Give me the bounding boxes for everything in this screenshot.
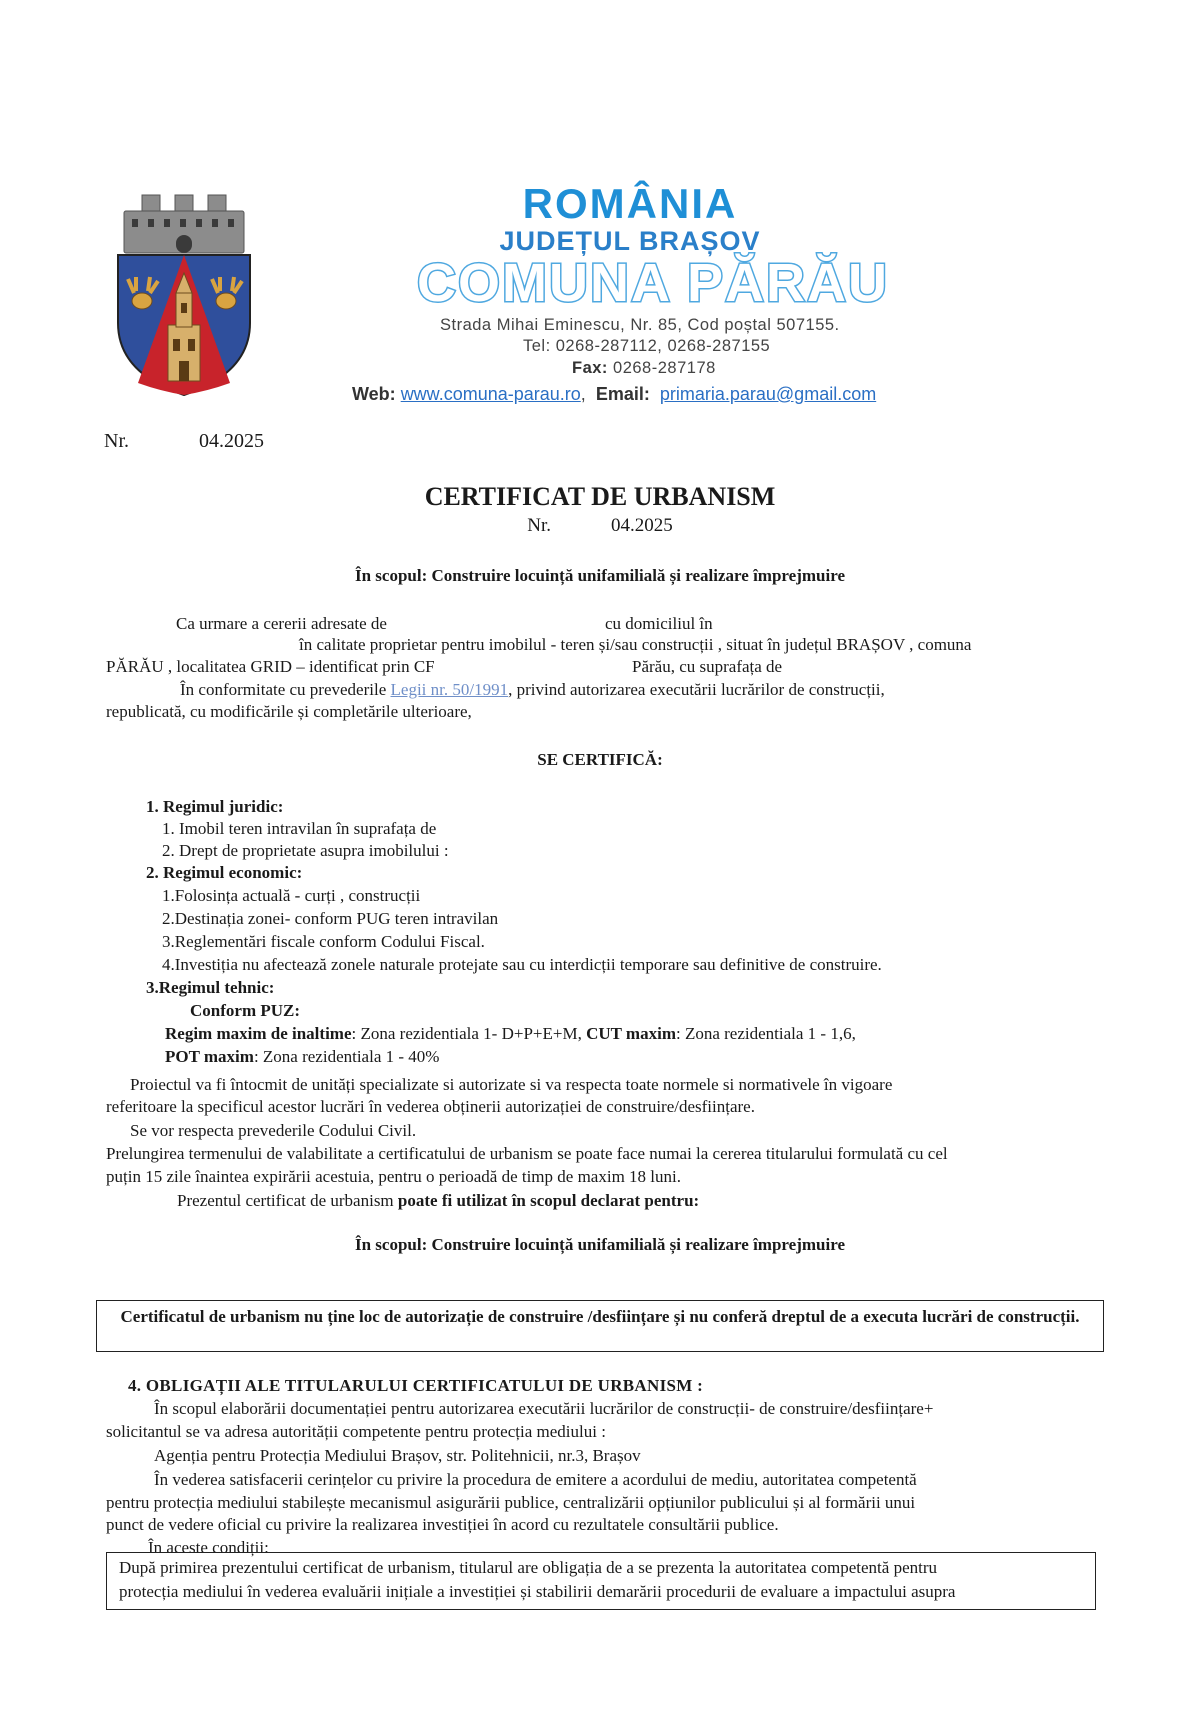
intro-line-4b: , privind autorizarea executării lucrărilor de construcții,	[508, 680, 885, 699]
certificate-title: CERTIFICAT DE URBANISM	[424, 482, 776, 511]
regim-juridic-title: 1. Regimul juridic:	[146, 797, 284, 816]
registration-label: Nr.	[104, 430, 129, 452]
environment-notice-line-1: După primirea prezentului certificat de urbanism, titularul are obligația de a se prezenta la autoritatea competentă pentru	[119, 1558, 937, 1577]
obligations-line-1a: În scopul elaborării documentației pentru autorizarea executării lucrărilor de construcții- de construire/desființare+	[154, 1399, 934, 1418]
body-paragraph-1a: Proiectul va fi întocmit de unități specializate si autorizate si va respecta toate normele si normativele în vigoare	[130, 1075, 893, 1094]
body-paragraph-4a: Prezentul certificat de urbanism	[177, 1191, 394, 1210]
pot-label: POT maxim	[165, 1047, 254, 1066]
obligations-line-3a: În vederea satisfacerii cerințelor cu privire la procedura de emitere a acordului de mediu, autoritatea competentă	[154, 1470, 917, 1489]
obligations-agency: Agenția pentru Protecția Mediului Brașov, str. Politehnicii, nr.3, Brașov	[154, 1446, 641, 1465]
certificate-number	[300, 515, 900, 537]
intro-line-1a: Ca urmare a cererii adresate de	[176, 614, 387, 633]
regim-economic-item-3: 3.Reglementări fiscale conform Codului Fiscal.	[162, 932, 485, 951]
header-fax	[572, 359, 716, 378]
height-value: : Zona rezidentiala 1- D+P+E+M,	[351, 1024, 582, 1043]
regim-tehnic-height-line	[165, 1023, 856, 1045]
registration-number	[104, 430, 264, 453]
height-label: Regim maxim de inaltime	[165, 1024, 352, 1043]
header-address: Strada Mihai Eminescu, Nr. 85, Cod poștal 507155.	[440, 316, 840, 334]
regim-economic-item-2: 2.Destinația zonei- conform PUG teren intravilan	[162, 909, 499, 928]
obligations-line-1b: solicitantul se va adresa autorității competente pentru protecția mediului :	[106, 1422, 606, 1441]
body-paragraph-4b: poate fi utilizat în scopul declarat pentru:	[397, 1191, 700, 1210]
web-link[interactable]: www.comuna-parau.ro	[400, 384, 581, 404]
se-certifica-heading: SE CERTIFICĂ:	[537, 750, 663, 769]
intro-line-5: republicată, cu modificările și completările ulterioare,	[106, 702, 472, 721]
email-label: Email:	[595, 384, 650, 404]
registration-date: 04.2025	[199, 430, 264, 452]
regim-economic-item-4: 4.Investiția nu afectează zonele naturale protejate sau cu interdicții temporare sau definitive de construire.	[162, 955, 882, 974]
cut-value: : Zona rezidentiala 1 - 1,6,	[675, 1024, 856, 1043]
regim-economic-item-1: 1.Folosința actuală - curți , construcții	[162, 886, 421, 905]
obligations-line-3b: pentru protecția mediului stabilește mecanismul asigurării publice, centralizării opțiunilor publicului și al formării unui	[106, 1493, 916, 1512]
regim-juridic-item-1: 1. Imobil teren intravilan în suprafața de	[162, 819, 437, 838]
header-web-email: Web: www.comuna-parau.ro, Email: primaria.parau@gmail.com	[352, 384, 877, 404]
regim-tehnic-title: 3.Regimul tehnic:	[146, 978, 275, 997]
header-phone: Tel: 0268-287112, 0268-287155	[523, 337, 771, 355]
law-link[interactable]: Legii nr. 50/1991	[390, 680, 509, 699]
pot-value: : Zona rezidentiala 1 - 40%	[253, 1047, 440, 1066]
header-county: JUDEȚUL BRAȘOV	[499, 226, 761, 256]
certificate-nr-label: Nr.	[527, 515, 551, 536]
fax-value: 0268-287178	[613, 359, 716, 377]
body-paragraph-3b: puțin 15 zile înaintea expirării acestuia, pentru o perioadă de timp de maxim 18 luni.	[106, 1167, 681, 1186]
email-link[interactable]: primaria.parau@gmail.com	[659, 384, 877, 404]
web-label: Web:	[352, 384, 396, 404]
certificate-scope: În scopul: Construire locuință unifamilială și realizare împrejmuire	[354, 566, 845, 585]
body-paragraph-1b: referitoare la specificul acestor lucrări în vederea obținerii autorizației de construire/desființare.	[106, 1097, 755, 1116]
scope-repeat: În scopul: Construire locuință unifamilială și realizare împrejmuire	[354, 1235, 845, 1254]
obligations-line-3c: punct de vedere oficial cu privire la realizarea investiției în acord cu rezultatele consultării publice.	[106, 1515, 779, 1534]
environment-notice-box	[106, 1552, 1096, 1610]
intro-line-3a: PĂRĂU , localitatea GRID – identificat prin CF	[106, 657, 435, 676]
cut-label: CUT maxim	[586, 1024, 676, 1043]
regim-juridic-item-2: 2. Drept de proprietate asupra imobilului :	[162, 841, 449, 860]
body-paragraph-3a: Prelungirea termenului de valabilitate a certificatului de urbanism se poate face numai la cererea titularului formulată cu cel	[106, 1144, 948, 1163]
body-paragraph-4	[177, 1190, 699, 1212]
regim-economic-title: 2. Regimul economic:	[146, 863, 303, 882]
intro-line-2: în calitate proprietar pentru imobilul - teren și/sau construcții , situat în județul BRAȘOV , comuna	[299, 635, 972, 654]
header-commune: COMUNA PĂRĂU	[417, 253, 889, 313]
header-country: ROMÂNIA	[522, 180, 738, 227]
certificate-nr-date: 04.2025	[611, 515, 673, 536]
environment-notice-line-2: protecția mediului în vederea evaluării inițiale a investiției și stabilirii demarării procedurii de evaluare a impactului asupra	[119, 1582, 956, 1601]
intro-line-3b: Părău, cu suprafața de	[632, 657, 783, 676]
notice-box: Certificatul de urbanism nu ține loc de autorizație de construire /desființare și nu conferă dreptul de a executa lucrări de construcții.	[96, 1300, 1104, 1352]
fax-label: Fax:	[572, 359, 608, 377]
regim-tehnic-puz: Conform PUZ:	[190, 1001, 301, 1020]
regim-tehnic-pot-line	[165, 1046, 439, 1068]
intro-line-4	[180, 679, 885, 701]
intro-line-4a: În conformitate cu prevederile	[180, 680, 387, 699]
intro-line-1b: cu domiciliul în	[605, 614, 713, 633]
body-paragraph-2: Se vor respecta prevederile Codului Civil.	[130, 1121, 417, 1140]
obligations-title: 4. OBLIGAȚII ALE TITULARULUI CERTIFICATULUI DE URBANISM :	[128, 1376, 704, 1395]
commune-coat-of-arms	[112, 193, 256, 398]
obligations-conditions: În aceste condiții:	[148, 1538, 269, 1557]
